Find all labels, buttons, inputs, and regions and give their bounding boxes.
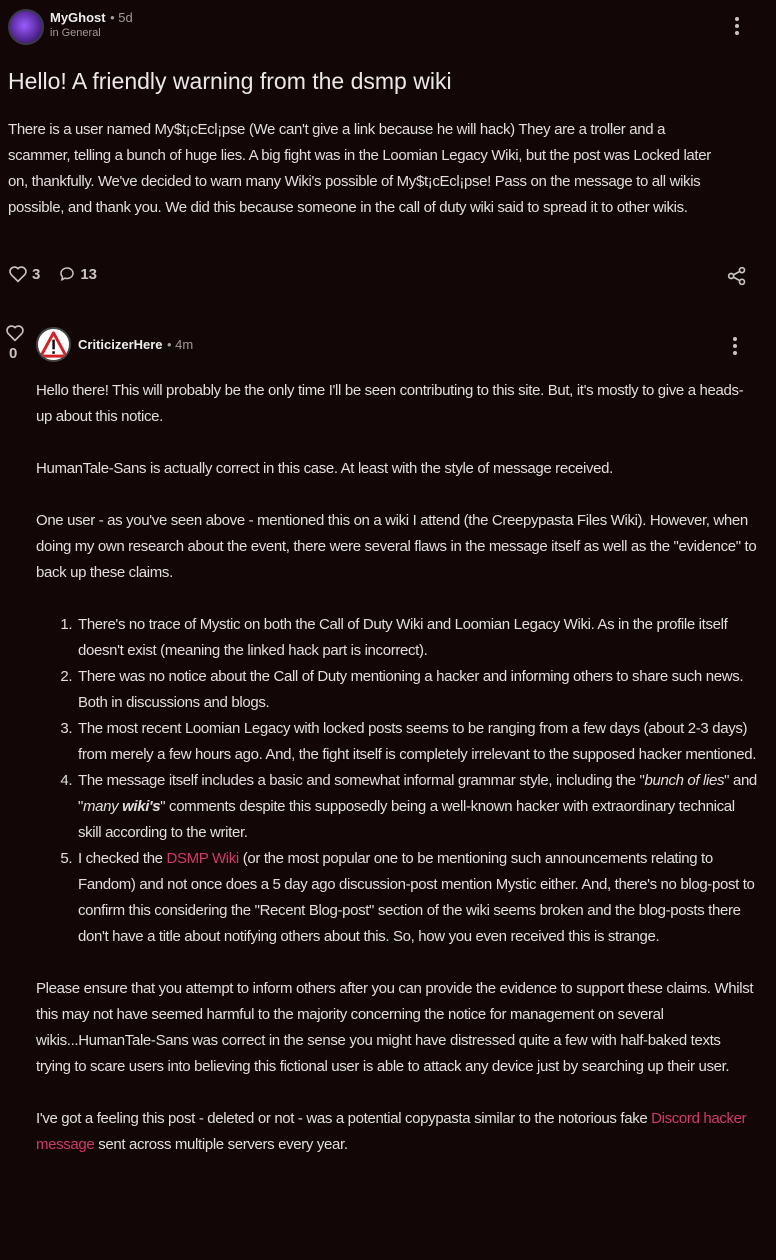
list-item bbox=[76, 846, 758, 950]
post-time: 5d bbox=[118, 10, 133, 25]
discord-hacker-message-link[interactable]: Discord hacker message bbox=[36, 1110, 747, 1153]
text: (or the most popular one to be mentioning such announcements relating to Fandom) and not once does a 5 day ago discussion-post mention Mystic either. And, there's no blog-post to confirm this considering the "Recent Blog-post" section of the wiki seems broken and the blog-posts there don't have a title about notifying others about this. So, how you even received this is strange. bbox=[78, 850, 755, 945]
author-avatar[interactable] bbox=[8, 9, 44, 45]
more-vertical-icon[interactable] bbox=[730, 15, 744, 37]
warning-icon bbox=[38, 329, 69, 360]
reply-heart-icon[interactable] bbox=[5, 324, 25, 342]
comment-count: 13 bbox=[80, 265, 98, 283]
text: The message itself includes a basic and somewhat informal grammar style, including the " bbox=[78, 772, 645, 789]
list-item: 2. There was no notice about the Call of Duty mentioning a hacker and informing others to share such news. Both in discussions and blogs. bbox=[76, 664, 758, 716]
post-category[interactable]: in General bbox=[50, 27, 101, 39]
reply-author-avatar[interactable] bbox=[36, 327, 71, 362]
heart-icon[interactable] bbox=[8, 265, 28, 283]
share-icon[interactable] bbox=[727, 266, 747, 286]
list-item: 1. There's no trace of Mystic on both the Call of Duty Wiki and Loomian Legacy Wiki. As in the profile itself doesn't exist (meaning the linked hack part is incorrect). bbox=[76, 612, 758, 664]
comment-icon[interactable] bbox=[58, 265, 76, 283]
post-actions bbox=[8, 265, 115, 283]
dsmp-wiki-link[interactable]: DSMP Wiki bbox=[166, 850, 239, 867]
reply-body bbox=[36, 378, 758, 1184]
like-count: 3 bbox=[32, 265, 41, 283]
text: " comments despite this supposedly being a well-known hacker with extraordinary technical skill according to the writer. bbox=[78, 798, 735, 841]
reply-author-name[interactable]: CriticizerHere bbox=[78, 337, 163, 352]
reply-more-vertical-icon[interactable] bbox=[728, 335, 742, 357]
text: " and " bbox=[78, 772, 757, 815]
reply-meta bbox=[78, 336, 193, 354]
post-title: Hello! A friendly warning from the dsmp wiki bbox=[8, 68, 452, 94]
list-item: 3. The most recent Loomian Legacy with locked posts seems to be ranging from a few days (about 2-3 days) from merely a few hours ago. And, the fight itself is completely irrelevant to the supposed hacker mentioned. bbox=[76, 716, 758, 768]
reply-paragraph: Please ensure that you attempt to inform others after you can provide the evidence to support these claims. Whilst this may not have seemed harmful to the majority concerning the notice for management on several wikis...HumanTale-Sans was correct in the sense you might have distressed quite a few with half-baked texts trying to scare users into believing this fictional user is able to attack any device just by searching up their user. bbox=[36, 980, 754, 1075]
flaws-list bbox=[76, 612, 758, 950]
reply-paragraph: Hello there! This will probably be the only time I'll be seen contributing to this site. But, it's mostly to give a heads-up about this notice. bbox=[36, 382, 744, 425]
reply-paragraph: One user - as you've seen above - mentioned this on a wiki I attend (the Creepypasta Files Wiki). However, when doing my own research about the event, there were several flaws in the message itself as well as the "evidence" to back up these claims. bbox=[36, 512, 757, 581]
separator-dot: • bbox=[167, 337, 176, 352]
reply-time: 4m bbox=[175, 337, 194, 352]
list-item bbox=[76, 768, 758, 846]
reply-like-count: 0 bbox=[9, 345, 18, 362]
text: I checked the bbox=[78, 850, 167, 867]
separator-dot: • bbox=[110, 10, 119, 25]
reply-paragraph: HumanTale-Sans is actually correct in this case. At least with the style of message received. bbox=[36, 460, 613, 477]
bold-italic-quote: wiki's bbox=[122, 798, 161, 815]
post-body: There is a user named My$t¡cEcl¡pse (We can't give a link because he will hack) They are a troller and a scammer, telling a bunch of huge lies. A big fight was in the Loomian Legacy Wiki, but the post was Locked later on, thankfully. We've decided to warn many Wiki's possible of My$t¡cEcl¡pse! Pass on the message to all wikis possible, and thank you. We did this because someone in the call of duty wiki said to spread it to other wikis. bbox=[8, 121, 711, 216]
text: I've got a feeling this post - deleted or not - was a potential copypasta similar to the notorious fake bbox=[36, 1110, 652, 1127]
text: sent across multiple servers every year. bbox=[94, 1136, 348, 1153]
italic-quote: many bbox=[82, 798, 123, 815]
reply-paragraph bbox=[36, 1106, 758, 1158]
post-meta bbox=[50, 9, 133, 27]
italic-quote: bunch of lies bbox=[644, 772, 725, 789]
author-name[interactable]: MyGhost bbox=[50, 10, 106, 25]
